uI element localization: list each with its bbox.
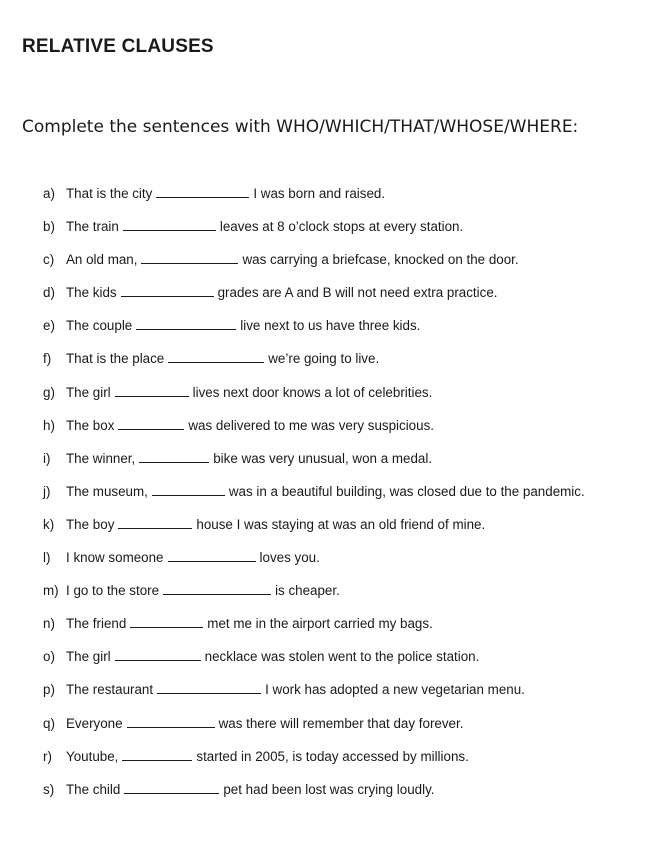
answer-blank[interactable] (168, 351, 264, 363)
page-title: RELATIVE CLAUSES (22, 36, 214, 57)
sentence-start: The friend (66, 616, 127, 632)
sentence-start: I go to the store (66, 583, 160, 599)
exercise-item (43, 351, 585, 384)
exercise-item (43, 682, 585, 715)
answer-blank[interactable] (123, 219, 216, 231)
answer-blank[interactable] (168, 550, 256, 562)
answer-blank[interactable] (130, 616, 203, 628)
exercise-item (43, 418, 585, 451)
sentence-end: pet had been lost was crying loudly. (223, 781, 435, 797)
exercise-item (43, 318, 585, 351)
sentence-start: I know someone (66, 550, 164, 566)
sentence-end: was in a beautiful building, was closed due to the pandemic. (228, 483, 585, 499)
sentence-end: loves you. (259, 550, 320, 566)
exercise-item (43, 186, 585, 219)
exercise-item (43, 451, 585, 484)
answer-blank[interactable] (115, 385, 189, 397)
item-letter: g) (43, 384, 55, 400)
answer-blank[interactable] (141, 252, 238, 264)
answer-blank[interactable] (157, 682, 261, 694)
item-letter: p) (43, 682, 55, 698)
sentence-start: The child (66, 781, 121, 797)
sentence-end: was delivered to me was very suspicious. (188, 417, 434, 433)
sentence-start: The girl (66, 384, 111, 400)
exercise-item (43, 219, 585, 252)
answer-blank[interactable] (139, 451, 209, 463)
answer-blank[interactable] (118, 418, 184, 430)
answer-blank[interactable] (115, 649, 201, 661)
exercise-item (43, 252, 585, 285)
sentence-end: I work has adopted a new vegetarian menu. (265, 682, 525, 698)
sentence-end: I was born and raised. (253, 186, 386, 201)
sentence-end: was carrying a briefcase, knocked on the door. (242, 252, 519, 268)
item-letter: d) (43, 285, 55, 301)
sentence-start: The boy (66, 516, 115, 532)
answer-blank[interactable] (118, 517, 192, 529)
item-letter: q) (43, 715, 55, 731)
sentence-end: live next to us have three kids. (240, 318, 421, 334)
exercise-item (43, 517, 585, 550)
item-letter: m) (43, 583, 59, 599)
sentence-start: That is the city (66, 186, 153, 201)
answer-blank[interactable] (136, 318, 236, 330)
item-letter: e) (43, 318, 55, 334)
answer-blank[interactable] (124, 782, 219, 794)
exercise-item (43, 484, 585, 517)
sentence-end: started in 2005, is today accessed by millions. (196, 748, 469, 764)
item-letter: h) (43, 417, 55, 433)
answer-blank[interactable] (163, 583, 271, 595)
sentence-start: The train (66, 219, 119, 235)
answer-blank[interactable] (121, 285, 214, 297)
item-letter: b) (43, 219, 55, 235)
exercise-item (43, 716, 585, 749)
item-letter: s) (43, 781, 55, 797)
instructions-text: Complete the sentences with WHO/WHICH/THAT/WHOSE/WHERE: (22, 117, 579, 137)
exercise-item (43, 782, 585, 815)
exercise-item (43, 616, 585, 649)
sentence-end: leaves at 8 o’clock stops at every station. (219, 219, 464, 235)
exercise-item (43, 550, 585, 583)
sentence-start: An old man, (66, 252, 138, 268)
item-letter: j) (43, 483, 51, 499)
answer-blank[interactable] (156, 186, 249, 198)
exercise-list (43, 186, 585, 815)
sentence-start: The winner, (66, 450, 136, 466)
exercise-item (43, 285, 585, 318)
sentence-start: The museum, (66, 483, 148, 499)
item-letter: r) (43, 748, 52, 764)
item-letter: f) (43, 351, 52, 367)
sentence-start: The girl (66, 649, 111, 665)
sentence-end: lives next door knows a lot of celebrities. (192, 384, 433, 400)
item-letter: k) (43, 516, 55, 532)
item-letter: a) (43, 186, 55, 201)
sentence-end: house I was staying at was an old friend of mine. (196, 516, 486, 532)
sentence-end: bike was very unusual, won a medal. (213, 450, 433, 466)
sentence-start: The box (66, 417, 115, 433)
sentence-start: Everyone (66, 715, 123, 731)
sentence-end: we’re going to live. (268, 351, 380, 367)
exercise-item (43, 385, 585, 418)
sentence-end: is cheaper. (275, 583, 340, 599)
item-letter: i) (43, 450, 51, 466)
sentence-end: grades are A and B will not need extra practice. (217, 285, 498, 301)
answer-blank[interactable] (127, 716, 215, 728)
exercise-item (43, 583, 585, 616)
item-letter: o) (43, 649, 55, 665)
sentence-end: necklace was stolen went to the police station. (204, 649, 480, 665)
exercise-item (43, 649, 585, 682)
sentence-start: That is the place (66, 351, 165, 367)
sentence-start: The kids (66, 285, 117, 301)
answer-blank[interactable] (152, 484, 225, 496)
sentence-start: The restaurant (66, 682, 154, 698)
exercise-item (43, 749, 585, 782)
sentence-end: was there will remember that day forever. (218, 715, 464, 731)
item-letter: n) (43, 616, 55, 632)
sentence-end: met me in the airport carried my bags. (207, 616, 433, 632)
sentence-start: Youtube, (66, 748, 119, 764)
answer-blank[interactable] (122, 749, 192, 761)
sentence-start: The couple (66, 318, 133, 334)
item-letter: l) (43, 550, 51, 566)
item-letter: c) (43, 252, 55, 268)
